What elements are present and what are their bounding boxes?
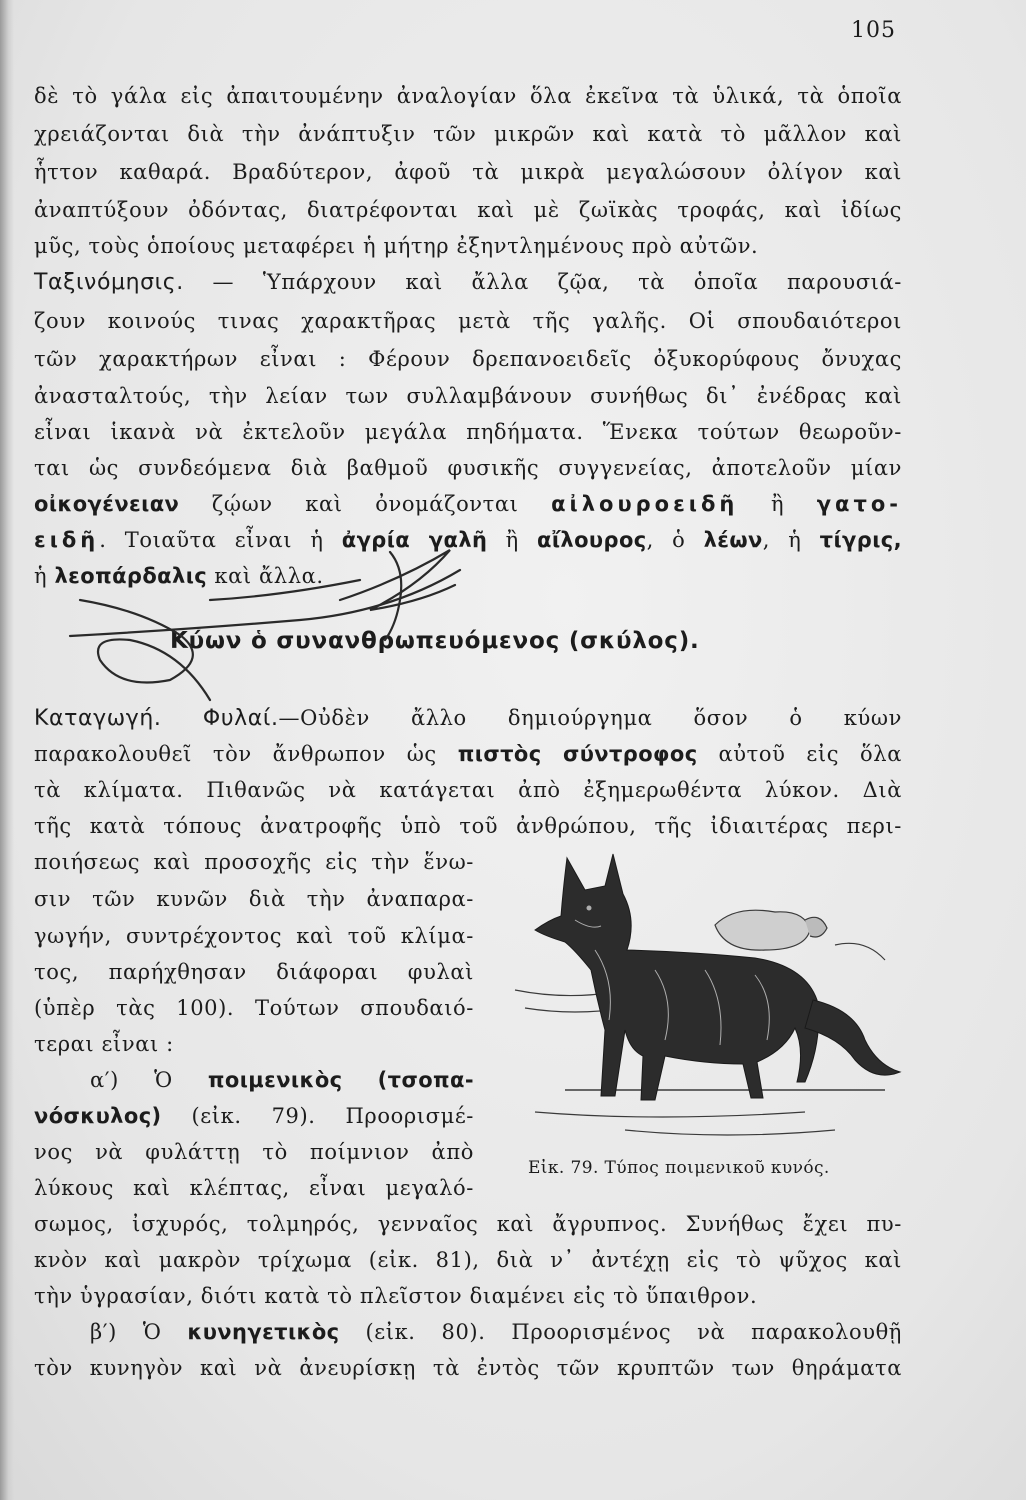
bold-term: ποιμενικὸς <box>207 1068 343 1092</box>
text-span: , ὁ <box>646 528 704 552</box>
text-span: ἡ <box>34 564 55 588</box>
bold-term: λεοπάρδαλις <box>54 564 208 588</box>
origin-label: Καταγωγή. Φυλαί. <box>34 706 279 731</box>
text-line <box>34 566 902 587</box>
text-line: ἧττον καθαρά. Βραδύτερον, ἀφοῦ τὰ μικρὰ μεγαλώσουν ὀλίγον καὶ <box>34 160 902 184</box>
shepherd-dog-illustration <box>505 850 905 1150</box>
text-line: σωμος, ἰσχυρός, τολμηρός, γενναῖος καὶ ἄγρυπνος. Συνήθως ἔχει πυ- <box>34 1212 902 1236</box>
text-span: . Τοιαῦτα εἶναι ἡ <box>99 528 342 552</box>
text-line: τῶν χαρακτήρων εἶναι : Φέρουν δρεπανοειδεῖς ὀξυκορύφους ὄνυχας <box>34 347 902 371</box>
text-line: τῆς κατὰ τόπους ἀνατροφῆς ὑπὸ τοῦ ἀνθρώπου, τῆς ἰδιαιτέρας περι- <box>34 814 902 838</box>
bold-term: ειδῆ <box>34 528 100 552</box>
bold-term: τίγρις, <box>819 528 903 552</box>
text-line: σιν τῶν κυνῶν διὰ τὴν ἀναπαρα- <box>34 887 474 911</box>
bold-term: (τσοπα- <box>377 1068 474 1092</box>
text-line: τὸν κυνηγὸν καὶ νὰ ἀνευρίσκῃ τὰ ἐντὸς τῶν κρυπτῶν των θηράματα <box>34 1356 902 1380</box>
text-line: ἀνασταλτούς, τὴν λείαν των συλλαμβάνουν συνήθως δι᾽ ἐνέδρας καὶ <box>34 384 902 408</box>
figure-caption: Εἰκ. 79. Τύπος ποιμενικοῦ κυνός. <box>528 1158 830 1178</box>
text-line: τὴν ὑγρασίαν, διότι κατὰ τὸ πλεῖστον διαμένει εἰς τὸ ὕπαιθρον. <box>34 1284 758 1308</box>
taxonomy-paragraph-line <box>34 272 902 294</box>
text-line: ται ὡς συνδεόμενα διὰ βαθμοῦ φυσικῆς συγγενείας, ἀποτελοῦν μίαν <box>34 456 902 480</box>
text-line: ἀναπτύξουν ὀδόντας, διατρέφονται καὶ μὲ ζωϊκὰς τροφάς, καὶ ἰδίως <box>34 198 902 222</box>
bold-term: οἰκογένειαν <box>34 492 180 516</box>
text-span: αὐτοῦ εἰς ὅλα <box>697 742 902 766</box>
bold-term: γατο- <box>816 492 903 516</box>
list-marker: β′) Ὁ <box>90 1320 188 1344</box>
text-line: (ὑπὲρ τὰς 100). Τούτων σπουδαιό- <box>34 996 474 1020</box>
text-span: ἢ <box>738 492 817 516</box>
text-line: χρειάζονται διὰ τὴν ἀνάπτυξιν τῶν μικρῶν καὶ κατὰ τὸ μᾶλλον καὶ <box>34 122 902 146</box>
text-span: —Οὐδὲν ἄλλο δημιούργημα ὅσον ὁ κύων <box>278 706 902 730</box>
origin-paragraph-line <box>34 708 902 730</box>
text-line: κνὸν καὶ μακρὸν τρίχωμα (εἰκ. 81), διὰ ν᾽ ἀντέχῃ εἰς τὸ ψῦχος καὶ <box>34 1248 902 1272</box>
page-number: 105 <box>851 18 896 43</box>
section-heading: Κύων ὁ συνανθρωπευόμενος (σκύλος). <box>170 628 700 654</box>
text-line <box>34 744 902 765</box>
page-binding-shadow <box>0 0 14 1500</box>
bold-term: αἰλουροειδῆ <box>551 492 739 516</box>
text-span: ζῴων καὶ ὀνομάζονται <box>179 492 552 516</box>
text-span: , ἡ <box>762 528 820 552</box>
text-line: λύκους καὶ κλέπτας, εἶναι μεγαλό- <box>34 1176 474 1200</box>
bold-term: πιστὸς σύντροφος <box>457 742 698 766</box>
bold-term: λέων <box>703 528 763 552</box>
text-span: — Ὑπάρχουν καὶ ἄλλα ζῷα, τὰ ὁποῖα παρουσιά- <box>183 270 902 294</box>
list-marker: α′) Ὁ <box>90 1068 208 1092</box>
text-line <box>90 1322 902 1343</box>
taxonomy-label: Ταξινόμησις. <box>34 270 184 295</box>
text-line: μῦς, τοὺς ὁποίους μεταφέρει ἡ μήτηρ ἐξηντλημένους πρὸ αὐτῶν. <box>34 234 759 258</box>
bold-term: νόσκυλος) <box>34 1104 162 1128</box>
text-line: ζουν κοινούς τινας χαρακτῆρας μετὰ τῆς γαλῆς. Οἱ σπουδαιότεροι <box>34 309 902 333</box>
bold-term: ἀγρία γαλῆ <box>341 528 488 552</box>
text-line <box>34 494 902 515</box>
text-line: δὲ τὸ γάλα εἰς ἀπαιτουμένην ἀναλογίαν ὅλα ἐκεῖνα τὰ ὑλικά, τὰ ὁποῖα <box>34 84 902 108</box>
text-line: ποιήσεως καὶ προσοχῆς εἰς τὴν ἕνω- <box>34 850 474 874</box>
text-line: νος νὰ φυλάττῃ τὸ ποίμνιον ἀπὸ <box>34 1140 474 1164</box>
text-span: ἢ <box>487 528 537 552</box>
text-line: τὰ κλίματα. Πιθανῶς νὰ κατάγεται ἀπὸ ἐξημερωθέντα λύκον. Διὰ <box>34 778 902 802</box>
text-line <box>34 530 902 551</box>
text-line <box>90 1070 474 1091</box>
text-line: εἶναι ἱκανὰ νὰ ἐκτελοῦν μεγάλα πηδήματα. Ἕνεκα τούτων θεωροῦν- <box>34 420 902 444</box>
bold-term: κυνηγετικὸς <box>187 1320 340 1344</box>
text-span: καὶ ἄλλα. <box>207 564 324 588</box>
text-line: γωγήν, συντρέχοντος καὶ τοῦ κλίμα- <box>34 924 474 948</box>
text-line: τεραι εἶναι : <box>34 1032 174 1056</box>
bold-term: αἴλουρος <box>537 528 647 552</box>
text-span: (εἰκ. 80). Προορισμένος νὰ παρακολουθῇ <box>339 1320 902 1344</box>
text-span: (εἰκ. 79). Προορισμέ- <box>161 1104 474 1128</box>
text-line <box>34 1106 474 1127</box>
text-line: τος, παρήχθησαν διάφοραι φυλαὶ <box>34 960 474 984</box>
text-span: παρακολουθεῖ τὸν ἄνθρωπον ὡς <box>34 742 458 766</box>
